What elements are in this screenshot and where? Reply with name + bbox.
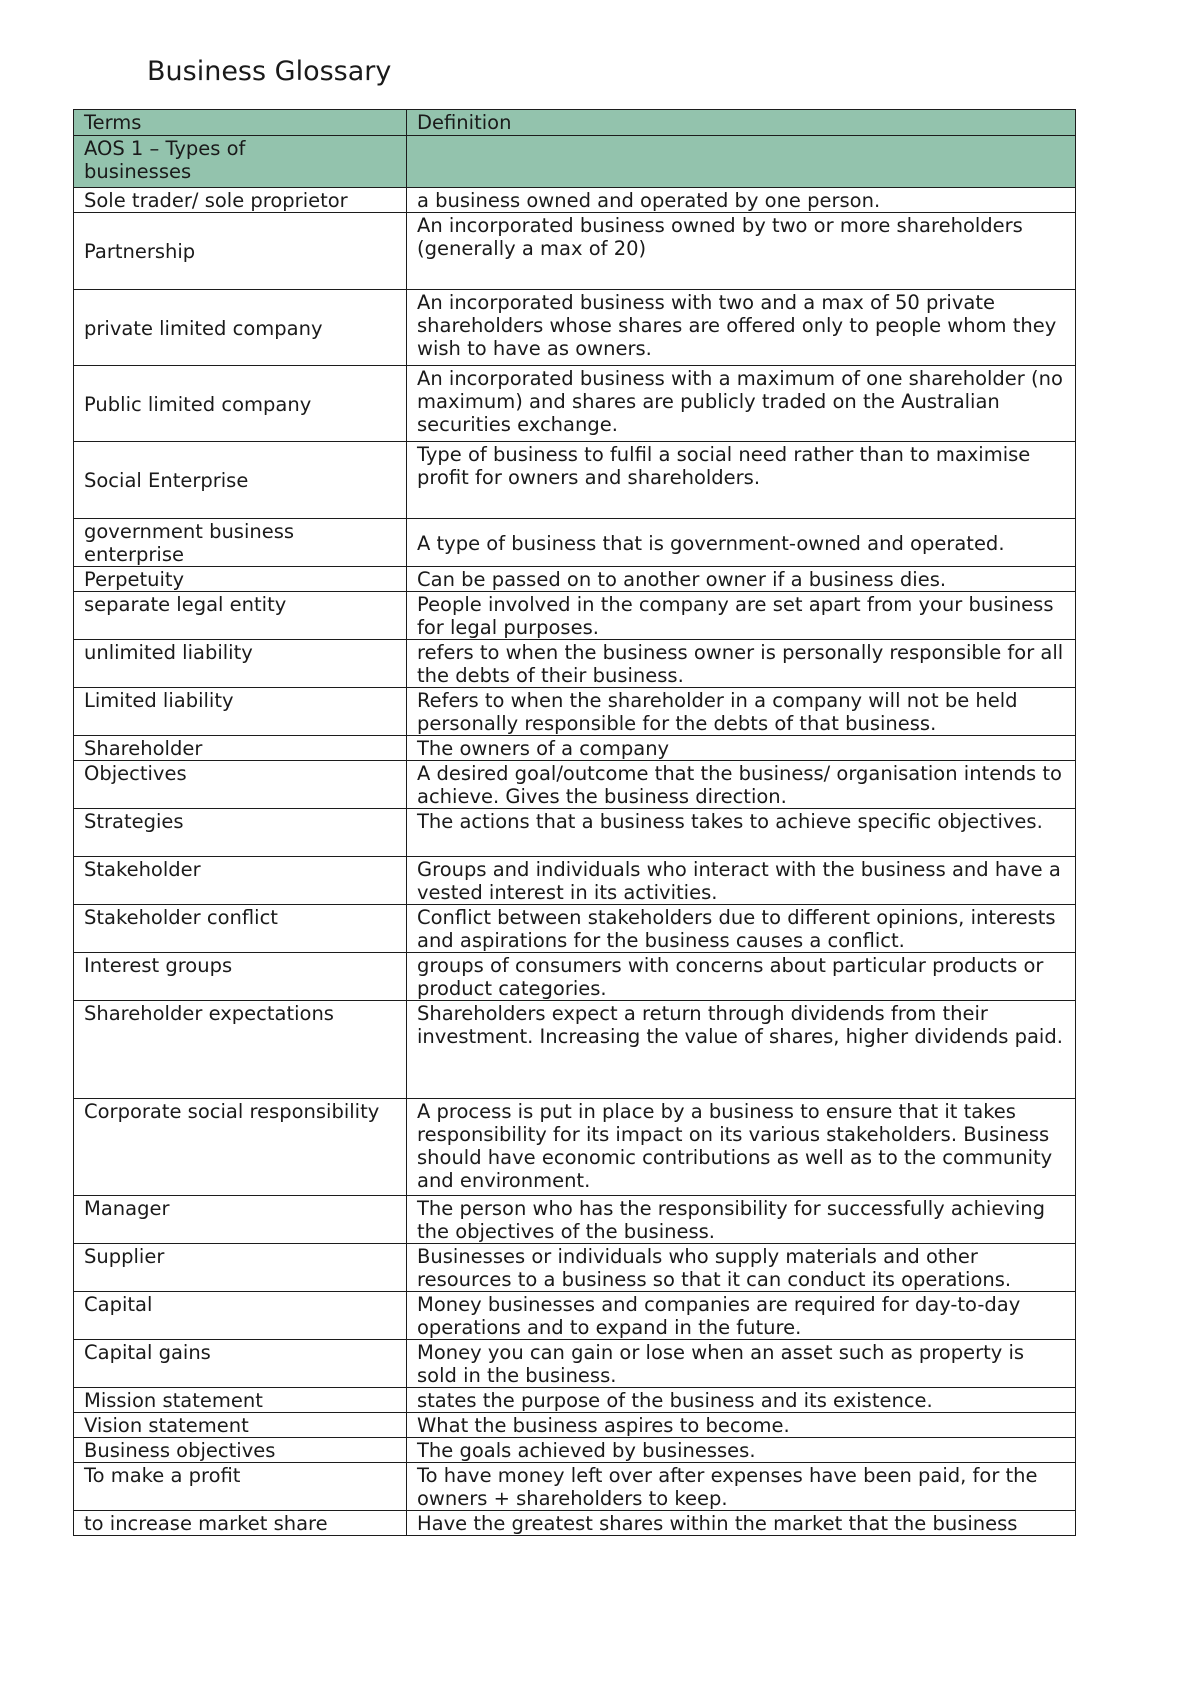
table-row: [74, 567, 1076, 592]
section-label: AOS 1 – Types of businesses: [74, 136, 407, 188]
table-row: [74, 1292, 1076, 1340]
table-row: [74, 442, 1076, 519]
table-row: [74, 1388, 1076, 1413]
page-title: Business Glossary: [147, 56, 392, 87]
definition-cell: Type of business to fulfil a social need rather than to maximise profit for owners and shareholders.: [407, 442, 1076, 519]
term-cell: Corporate social responsibility: [74, 1099, 407, 1196]
table-row: [74, 905, 1076, 953]
term-cell: Interest groups: [74, 953, 407, 1001]
table-row: [74, 290, 1076, 366]
table-row: [74, 1413, 1076, 1438]
term-cell: Shareholder: [74, 736, 407, 761]
table-row: [74, 688, 1076, 736]
table-row: [74, 1340, 1076, 1388]
term-cell: Supplier: [74, 1244, 407, 1292]
definition-cell: To have money left over after expenses have been paid, for the owners + shareholders to keep.: [407, 1463, 1076, 1511]
table-row: [74, 857, 1076, 905]
column-header-definition: Definition: [407, 110, 1076, 136]
definition-cell: An incorporated business with two and a max of 50 private shareholders whose shares are offered only to people whom they wish to have as owners.: [407, 290, 1076, 366]
term-cell: Business objectives: [74, 1438, 407, 1463]
column-header-terms: Terms: [74, 110, 407, 136]
term-cell: Perpetuity: [74, 567, 407, 592]
section-definition: [407, 136, 1076, 188]
definition-cell: states the purpose of the business and its existence.: [407, 1388, 1076, 1413]
table-row: [74, 592, 1076, 640]
definition-cell: refers to when the business owner is personally responsible for all the debts of their business.: [407, 640, 1076, 688]
definition-cell: The goals achieved by businesses.: [407, 1438, 1076, 1463]
definition-cell: Money you can gain or lose when an asset such as property is sold in the business.: [407, 1340, 1076, 1388]
definition-cell: Shareholders expect a return through dividends from their investment. Increasing the value of shares, higher dividends paid.: [407, 1001, 1076, 1099]
term-cell: government business enterprise: [74, 519, 407, 567]
table-row: [74, 213, 1076, 290]
table-row: [74, 366, 1076, 442]
glossary-table: [73, 109, 1076, 1536]
term-cell: to increase market share: [74, 1511, 407, 1536]
definition-cell: Conflict between stakeholders due to different opinions, interests and aspirations for the business causes a conflict.: [407, 905, 1076, 953]
table-row: [74, 953, 1076, 1001]
table-row: [74, 809, 1076, 857]
term-cell: Partnership: [74, 213, 407, 290]
term-cell: To make a profit: [74, 1463, 407, 1511]
definition-cell: Have the greatest shares within the market that the business: [407, 1511, 1076, 1536]
table-row: [74, 188, 1076, 213]
term-cell: Shareholder expectations: [74, 1001, 407, 1099]
definition-cell: A desired goal/outcome that the business/ organisation intends to achieve. Gives the business direction.: [407, 761, 1076, 809]
table-row: [74, 736, 1076, 761]
table-row: [74, 761, 1076, 809]
term-cell: Strategies: [74, 809, 407, 857]
term-cell: Stakeholder: [74, 857, 407, 905]
table-row: [74, 1001, 1076, 1099]
definition-cell: The actions that a business takes to achieve specific objectives.: [407, 809, 1076, 857]
term-cell: Stakeholder conflict: [74, 905, 407, 953]
definition-cell: Refers to when the shareholder in a company will not be held personally responsible for the debts of that business.: [407, 688, 1076, 736]
definition-cell: Can be passed on to another owner if a business dies.: [407, 567, 1076, 592]
table-row: [74, 1099, 1076, 1196]
definition-cell: An incorporated business owned by two or more shareholders (generally a max of 20): [407, 213, 1076, 290]
definition-cell: What the business aspires to become.: [407, 1413, 1076, 1438]
table-row: [74, 1244, 1076, 1292]
term-cell: Public limited company: [74, 366, 407, 442]
table-row: [74, 1196, 1076, 1244]
term-cell: Sole trader/ sole proprietor: [74, 188, 407, 213]
term-cell: Vision statement: [74, 1413, 407, 1438]
definition-cell: a business owned and operated by one person.: [407, 188, 1076, 213]
table-row: [74, 1511, 1076, 1536]
table-header-row: [74, 110, 1076, 136]
term-cell: Limited liability: [74, 688, 407, 736]
term-cell: Manager: [74, 1196, 407, 1244]
term-cell: Mission statement: [74, 1388, 407, 1413]
table-row: [74, 1463, 1076, 1511]
definition-cell: An incorporated business with a maximum of one shareholder (no maximum) and shares are publicly traded on the Australian securities exchange.: [407, 366, 1076, 442]
term-cell: Capital gains: [74, 1340, 407, 1388]
definition-cell: groups of consumers with concerns about particular products or product categories.: [407, 953, 1076, 1001]
table-row: [74, 1438, 1076, 1463]
table-row: [74, 640, 1076, 688]
definition-cell: People involved in the company are set apart from your business for legal purposes.: [407, 592, 1076, 640]
definition-cell: The person who has the responsibility for successfully achieving the objectives of the business.: [407, 1196, 1076, 1244]
definition-cell: A process is put in place by a business to ensure that it takes responsibility for its impact on its various stakeholders. Business should have economic contributions as well as to the community and environment.: [407, 1099, 1076, 1196]
definition-cell: A type of business that is government-owned and operated.: [407, 519, 1076, 567]
definition-cell: The owners of a company: [407, 736, 1076, 761]
table-row: [74, 519, 1076, 567]
term-cell: Objectives: [74, 761, 407, 809]
term-cell: separate legal entity: [74, 592, 407, 640]
term-cell: unlimited liability: [74, 640, 407, 688]
section-row: [74, 136, 1076, 188]
definition-cell: Money businesses and companies are required for day-to-day operations and to expand in the future.: [407, 1292, 1076, 1340]
definition-cell: Businesses or individuals who supply materials and other resources to a business so that it can conduct its operations.: [407, 1244, 1076, 1292]
term-cell: Social Enterprise: [74, 442, 407, 519]
term-cell: private limited company: [74, 290, 407, 366]
definition-cell: Groups and individuals who interact with the business and have a vested interest in its activities.: [407, 857, 1076, 905]
term-cell: Capital: [74, 1292, 407, 1340]
